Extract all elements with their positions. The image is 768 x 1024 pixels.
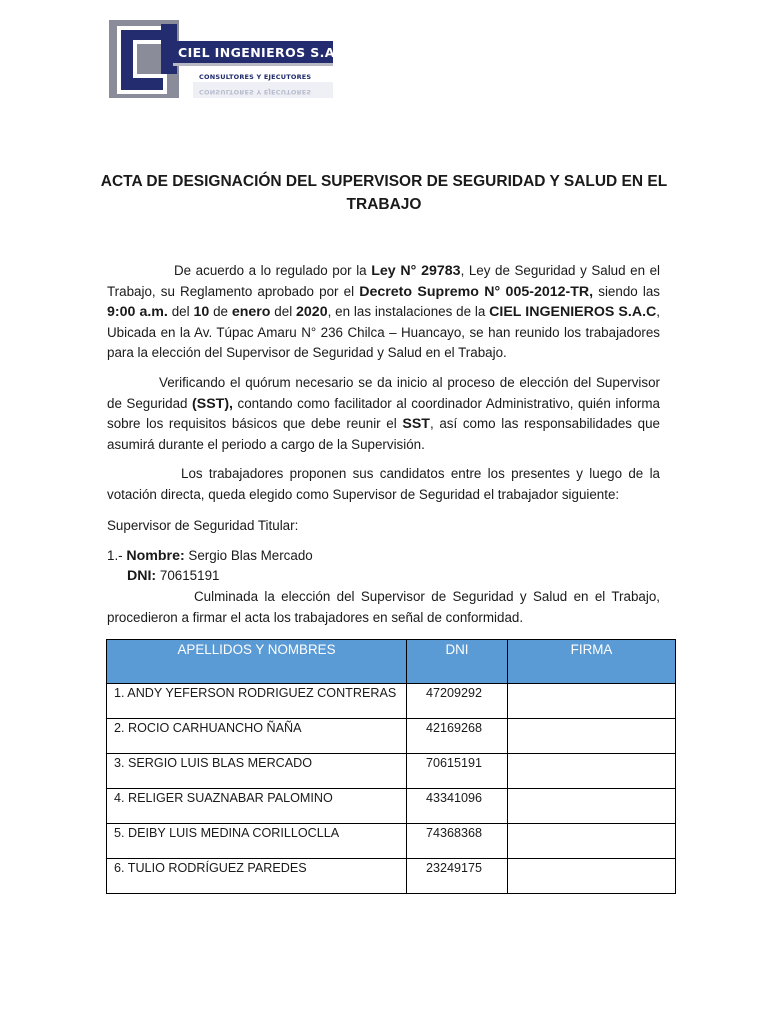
signature-cell[interactable]: [508, 719, 676, 754]
list-number: 1.-: [107, 548, 127, 563]
worker-dni: 74368368: [407, 824, 508, 859]
signature-cell[interactable]: [508, 754, 676, 789]
table-row: [107, 859, 676, 894]
sst-label: SST: [402, 416, 430, 433]
header-dni: DNI: [407, 640, 508, 684]
title-line-2: TRABAJO: [346, 196, 422, 213]
text: , en las instalaciones de la: [327, 304, 490, 320]
logo-tagline: CONSULTORES Y EJECUTORES: [199, 73, 312, 81]
text: , así como las responsabilidades que asumirá durante el periodo a cargo de la Supervisión.: [107, 416, 660, 452]
worker-name: 5. DEIBY LUIS MEDINA CORILLOCLLA: [107, 824, 407, 859]
worker-dni: 23249175: [407, 859, 508, 894]
supervisor-dni-line: [127, 566, 219, 586]
company-logo: [107, 18, 350, 100]
title-line-1: ACTA DE DESIGNACIÓN DEL SUPERVISOR DE SEGURIDAD Y SALUD EN EL: [100, 173, 668, 190]
supervisor-dni: 70615191: [156, 568, 220, 583]
table-row: [107, 684, 676, 719]
signature-cell[interactable]: [508, 859, 676, 894]
text: , Ubicada en la Av. Túpac Amaru N° 236 Chilca – Huancayo, se han reunido los trabajadores para la elección del Supervisor de Seguridad y Salud en el Trabajo.: [107, 304, 661, 361]
signature-cell[interactable]: [508, 684, 676, 719]
table-row: [107, 719, 676, 754]
table-row: [107, 824, 676, 859]
sst-abbrev: (SST),: [192, 395, 233, 412]
logo-company-name: CIEL INGENIEROS S.A.C: [178, 45, 350, 60]
document-title: [100, 170, 668, 216]
meeting-time: 9:00 a.m.: [107, 304, 168, 321]
text: del: [167, 304, 194, 320]
supervisor-heading: Supervisor de Seguridad Titular:: [107, 518, 299, 533]
text: , Ley de Seguridad y Salud en el Trabajo, su Reglamento aprobado por el: [107, 263, 660, 299]
worker-dni: 42169268: [407, 719, 508, 754]
worker-dni: 70615191: [407, 754, 508, 789]
meeting-day: 10: [193, 304, 210, 321]
table-row: [107, 789, 676, 824]
name-label: Nombre:: [126, 548, 185, 564]
header-signature: FIRMA: [508, 640, 676, 684]
meeting-year: 2020: [296, 304, 328, 321]
supervisor-name-line: [107, 546, 313, 566]
table-row: [107, 754, 676, 789]
worker-name: 4. RELIGER SUAZNABAR PALOMINO: [107, 789, 407, 824]
signature-cell[interactable]: [508, 789, 676, 824]
text: del: [270, 304, 297, 320]
table-header-row: [107, 640, 676, 684]
paragraph-candidates: Los trabajadores proponen sus candidatos entre los presentes y luego de la votación directa, queda elegido como Supervisor de Seguridad el trabajador siguiente:: [107, 466, 660, 502]
decree-number: Decreto Supremo N° 005-2012-TR,: [359, 283, 594, 300]
worker-name: 3. SERGIO LUIS BLAS MERCADO: [107, 754, 407, 789]
company-name: CIEL INGENIEROS S.A.C: [489, 304, 657, 321]
worker-dni: 47209292: [407, 684, 508, 719]
text: Verificando el quórum necesario se da inicio al proceso de elección del Supervisor de Seguridad: [107, 375, 660, 411]
text: de: [209, 304, 232, 320]
header-names: APELLIDOS Y NOMBRES: [107, 640, 407, 684]
paragraph-conclusion: Culminada la elección del Supervisor de Seguridad y Salud en el Trabajo, procedieron a firmar el acta los trabajadores en señal de conformidad.: [107, 589, 660, 625]
logo-tagline-reflection: CONSULTORES Y EJECUTORES: [199, 88, 312, 96]
text: De acuerdo a lo regulado por la: [174, 263, 372, 278]
text: contando como facilitador al coordinador Administrativo, quién informa sobre los requisitos básicos que debe reunir el: [107, 395, 660, 432]
signature-cell[interactable]: [508, 824, 676, 859]
meeting-month: enero: [231, 304, 271, 321]
worker-dni: 43341096: [407, 789, 508, 824]
paragraph-intro: [107, 261, 660, 364]
worker-name: 2. ROCIO CARHUANCHO ÑAÑA: [107, 719, 407, 754]
signature-table: [106, 639, 676, 894]
text: siendo las: [593, 283, 660, 299]
supervisor-name: Sergio Blas Mercado: [184, 548, 313, 563]
worker-name: 1. ANDY YEFERSON RODRIGUEZ CONTRERAS: [107, 684, 407, 719]
paragraph-quorum: [107, 373, 660, 455]
dni-label: DNI:: [127, 568, 157, 584]
worker-name: 6. TULIO RODRÍGUEZ PAREDES: [107, 859, 407, 894]
law-number: Ley N° 29783: [371, 263, 461, 279]
